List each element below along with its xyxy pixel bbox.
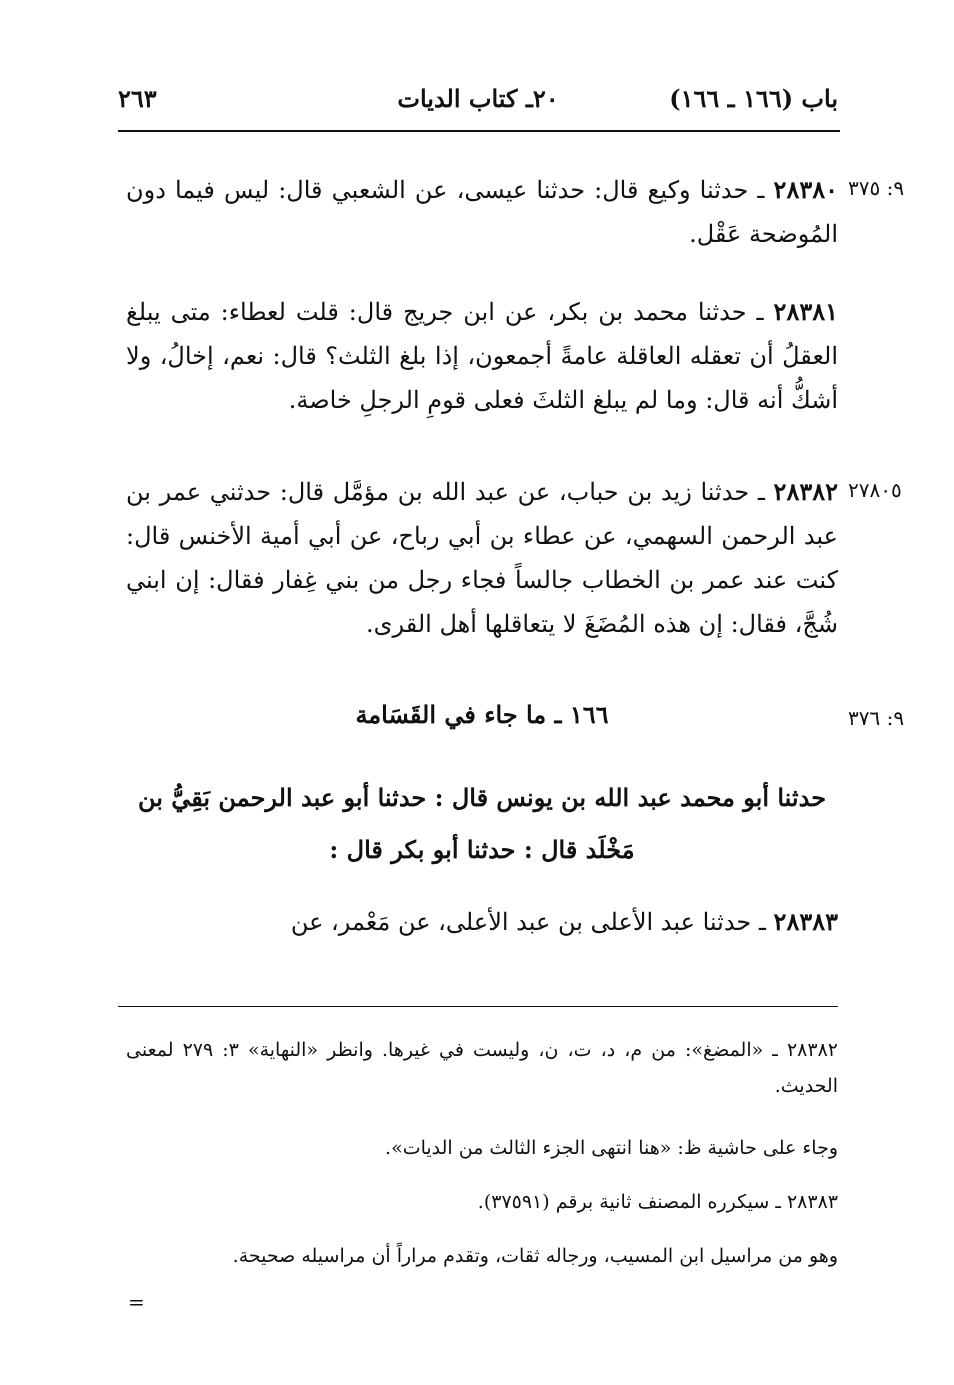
margin-reference: ٩: ٣٧٥ bbox=[848, 176, 905, 200]
margin-reference: ٩: ٣٧٦ bbox=[848, 706, 905, 730]
hadith-text: ـ حدثنا محمد بن بكر، عن ابن جريج قال: قلت لعطاء: متى يبلغ العقلُ أن تعقله العاقلة عامةً أجمعون، إذا بلغ الثلث؟ قال: نعم، إخالُ، ولا أشكُّ أنه قال: وما لم يبلغ الثلثَ فعلى قومِ الرجلِ خاصة. bbox=[126, 298, 838, 414]
chapter-heading: ١٦٦ ـ ما جاء في القَسَامة bbox=[355, 700, 609, 729]
footnote: ٢٨٣٨٢ ـ «المضغ»: من م، د، ت، ن، وليست في غيرها. وانظر «النهاية» ٣: ٢٧٩ لمعنى الحديث. bbox=[126, 1039, 838, 1097]
footnote: ٢٨٣٨٣ ـ سيكرره المصنف ثانية برقم (٣٧٥٩١). bbox=[477, 1191, 838, 1213]
footnote: وهو من مراسيل ابن المسيب، ورجاله ثقات، وتقدم مراراً أن مراسيله صحيحة. bbox=[232, 1245, 838, 1267]
hadith-text: ـ حدثنا عبد الأعلى بن عبد الأعلى، عن مَعْمر، عن bbox=[290, 908, 774, 936]
isnad-line: مَخْلَد قال : حدثنا أبو بكر قال : bbox=[329, 835, 635, 864]
hadith-paragraph bbox=[126, 290, 838, 422]
hadith-number: ٢٨٣٨٢ bbox=[773, 477, 838, 506]
header-chapter-range: باب (١٦٦ ـ ١٦٦) bbox=[669, 84, 838, 113]
margin-reference: ٢٧٨٠٥ bbox=[848, 478, 902, 502]
hadith-number: ٢٨٣٨٣ bbox=[773, 907, 838, 936]
footnote-rule bbox=[118, 1006, 838, 1007]
hadith-number: ٢٨٣٨١ bbox=[773, 297, 838, 326]
header-rule bbox=[118, 130, 840, 132]
header-book-title: ٢٠ـ كتاب الديات bbox=[397, 84, 559, 113]
isnad-block bbox=[126, 772, 838, 876]
isnad-line: حدثنا أبو محمد عبد الله بن يونس قال : حدثنا أبو عبد الرحمن بَقِيُّ بن bbox=[137, 783, 827, 812]
footnote: وجاء على حاشية ظ: «هنا انتهى الجزء الثالث من الديات». bbox=[385, 1137, 838, 1159]
page-number: ٢٦٣ bbox=[118, 84, 157, 113]
continuation-mark: = bbox=[128, 1290, 145, 1314]
hadith-paragraph bbox=[126, 168, 838, 256]
hadith-paragraph bbox=[126, 900, 838, 944]
running-header bbox=[118, 84, 838, 124]
hadith-text: ـ حدثنا وكيع قال: حدثنا عيسى، عن الشعبي قال: ليس فيما دون المُوضحة عَقْل. bbox=[126, 176, 838, 248]
hadith-paragraph bbox=[126, 470, 838, 646]
hadith-text: ـ حدثنا زيد بن حباب، عن عبد الله بن مؤمَّل قال: حدثني عمر بن عبد الرحمن السهمي، عن عطاء بن أبي رباح، عن أبي أمية الأخنس قال: كنت عند عمر بن الخطاب جالساً فجاء رجل من بني غِفار فقال: إن ابني شُجَّ، فقال: إن هذه المُضَغَ لا يتعاقلها أهل القرى. bbox=[126, 478, 838, 638]
hadith-number: ٢٨٣٨٠ bbox=[773, 175, 838, 204]
